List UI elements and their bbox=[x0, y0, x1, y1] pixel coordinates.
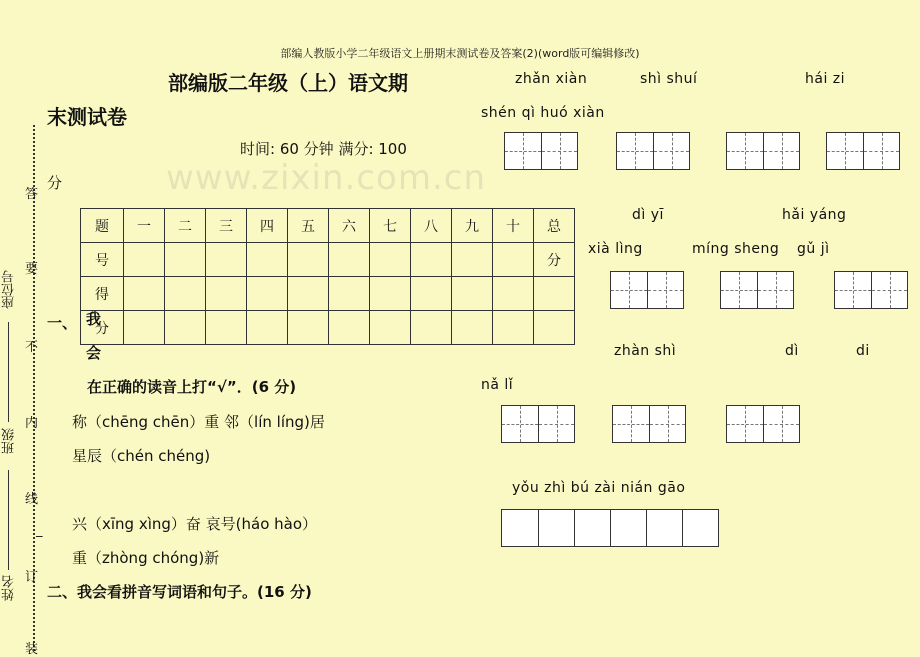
writing-grid[interactable] bbox=[610, 271, 684, 309]
pinyin-mingsheng: míng sheng bbox=[692, 241, 780, 257]
pinyin-diyi: dì yī bbox=[632, 207, 664, 223]
pinyin-nali: nǎ lǐ bbox=[481, 377, 514, 393]
score-table-header-row bbox=[81, 209, 575, 243]
name-label: 姓名 bbox=[2, 575, 17, 601]
section1-line-3: 兴（xīng xìng）奋 哀号(háo hào） bbox=[72, 515, 318, 533]
writing-grid[interactable] bbox=[720, 271, 794, 309]
page-title-line2: 末测试卷 bbox=[47, 105, 127, 129]
section1-line-4: 重（zhòng chóng)新 bbox=[72, 549, 220, 567]
page-title-line1: 部编版二年级（上）语文期 bbox=[168, 71, 408, 95]
col-total bbox=[534, 209, 575, 243]
pinyin-shishui: shì shuí bbox=[640, 71, 698, 87]
time-and-score: 时间: 60 分钟 满分: 100 bbox=[240, 140, 407, 158]
section1-line-1: 称（chēng chēn）重 邻（lín líng)居 bbox=[72, 413, 325, 431]
pinyin-shenqihuoxian: shén qì huó xiàn bbox=[481, 105, 605, 121]
writing-grid[interactable] bbox=[616, 132, 690, 170]
margin-char-ding: 订 bbox=[25, 570, 39, 585]
col-3: 三 bbox=[206, 209, 247, 243]
margin-char-bu: 不 bbox=[25, 340, 39, 355]
section1-title-part2: 会 bbox=[86, 344, 102, 362]
pinyin-haiyang: hǎi yáng bbox=[782, 207, 847, 223]
section1-line-2: 星辰（chén chéng) bbox=[72, 447, 211, 465]
label-fen-row: 分 bbox=[81, 311, 124, 345]
document-header: 部编人教版小学二年级语文上册期末测试卷及答案(2)(word版可编辑修改) bbox=[280, 47, 640, 60]
writing-grid[interactable] bbox=[726, 405, 800, 443]
fen-label: 分 bbox=[47, 174, 63, 192]
score-table-score-row bbox=[81, 277, 575, 311]
score-cell[interactable] bbox=[124, 277, 165, 311]
writing-grid[interactable] bbox=[504, 132, 578, 170]
class-label: 班级 bbox=[2, 428, 17, 454]
score-cell[interactable] bbox=[411, 277, 452, 311]
margin-char-xian: 线 bbox=[25, 492, 39, 507]
writing-grid[interactable] bbox=[834, 271, 908, 309]
writing-grid[interactable] bbox=[612, 405, 686, 443]
score-cell[interactable] bbox=[165, 277, 206, 311]
writing-grid-sentence[interactable] bbox=[501, 509, 719, 547]
margin-char-da: 答 bbox=[25, 187, 39, 202]
label-de: 得 bbox=[81, 277, 124, 311]
pinyin-di-2: di bbox=[856, 343, 870, 359]
col-6: 六 bbox=[329, 209, 370, 243]
writing-grid[interactable] bbox=[826, 132, 900, 170]
col-7: 七 bbox=[370, 209, 411, 243]
col-2: 二 bbox=[165, 209, 206, 243]
pinyin-guji: gǔ jì bbox=[797, 241, 830, 257]
pinyin-zhanshi: zhàn shì bbox=[614, 343, 677, 359]
margin-char-yao: 要 bbox=[25, 262, 39, 277]
writing-grid[interactable] bbox=[501, 405, 575, 443]
label-ti: 题 bbox=[95, 218, 109, 235]
pinyin-di-1: dì bbox=[785, 343, 799, 359]
score-cell[interactable] bbox=[288, 277, 329, 311]
score-cell[interactable] bbox=[452, 277, 493, 311]
score-table-score-row-2 bbox=[81, 311, 575, 345]
col-5: 五 bbox=[288, 209, 329, 243]
score-cell[interactable] bbox=[206, 277, 247, 311]
margin-char-zhuang: 装 bbox=[25, 642, 39, 657]
score-table bbox=[80, 208, 575, 345]
col-4: 四 bbox=[247, 209, 288, 243]
pinyin-zhanxian: zhǎn xiàn bbox=[515, 71, 588, 87]
score-cell[interactable] bbox=[247, 277, 288, 311]
pinyin-sentence: yǒu zhì bú zài nián gāo bbox=[512, 480, 686, 496]
seat-number-field[interactable] bbox=[8, 322, 9, 422]
col-9: 九 bbox=[452, 209, 493, 243]
pinyin-haizi: hái zi bbox=[805, 71, 846, 87]
label-zong: 总 bbox=[547, 218, 561, 235]
score-cell[interactable] bbox=[534, 277, 575, 311]
margin-mark: _ bbox=[36, 523, 43, 538]
watermark: www.zixin.com.cn bbox=[166, 158, 486, 198]
row-label-question bbox=[81, 209, 124, 243]
score-cell[interactable] bbox=[329, 277, 370, 311]
score-cell[interactable] bbox=[493, 277, 534, 311]
section1-instruction: 在正确的读音上打“√”．(6 分) bbox=[87, 378, 297, 396]
pinyin-xialing: xià lìng bbox=[588, 241, 643, 257]
section1-title-part1: 我 bbox=[86, 310, 102, 328]
section1-marker: 一、 bbox=[47, 314, 78, 332]
margin-char-nei: 内 bbox=[25, 416, 39, 431]
score-table-header-row-2 bbox=[81, 243, 575, 277]
col-1: 一 bbox=[124, 209, 165, 243]
col-8: 八 bbox=[411, 209, 452, 243]
score-cell[interactable] bbox=[370, 277, 411, 311]
section2-title: 二、我会看拼音写词语和句子。(16 分) bbox=[47, 583, 312, 601]
label-hao: 号 bbox=[81, 243, 124, 277]
writing-grid[interactable] bbox=[726, 132, 800, 170]
label-fen-total: 分 bbox=[534, 243, 575, 277]
class-field[interactable] bbox=[8, 470, 9, 570]
col-10: 十 bbox=[493, 209, 534, 243]
seat-number-label: 座位号 bbox=[2, 270, 17, 309]
